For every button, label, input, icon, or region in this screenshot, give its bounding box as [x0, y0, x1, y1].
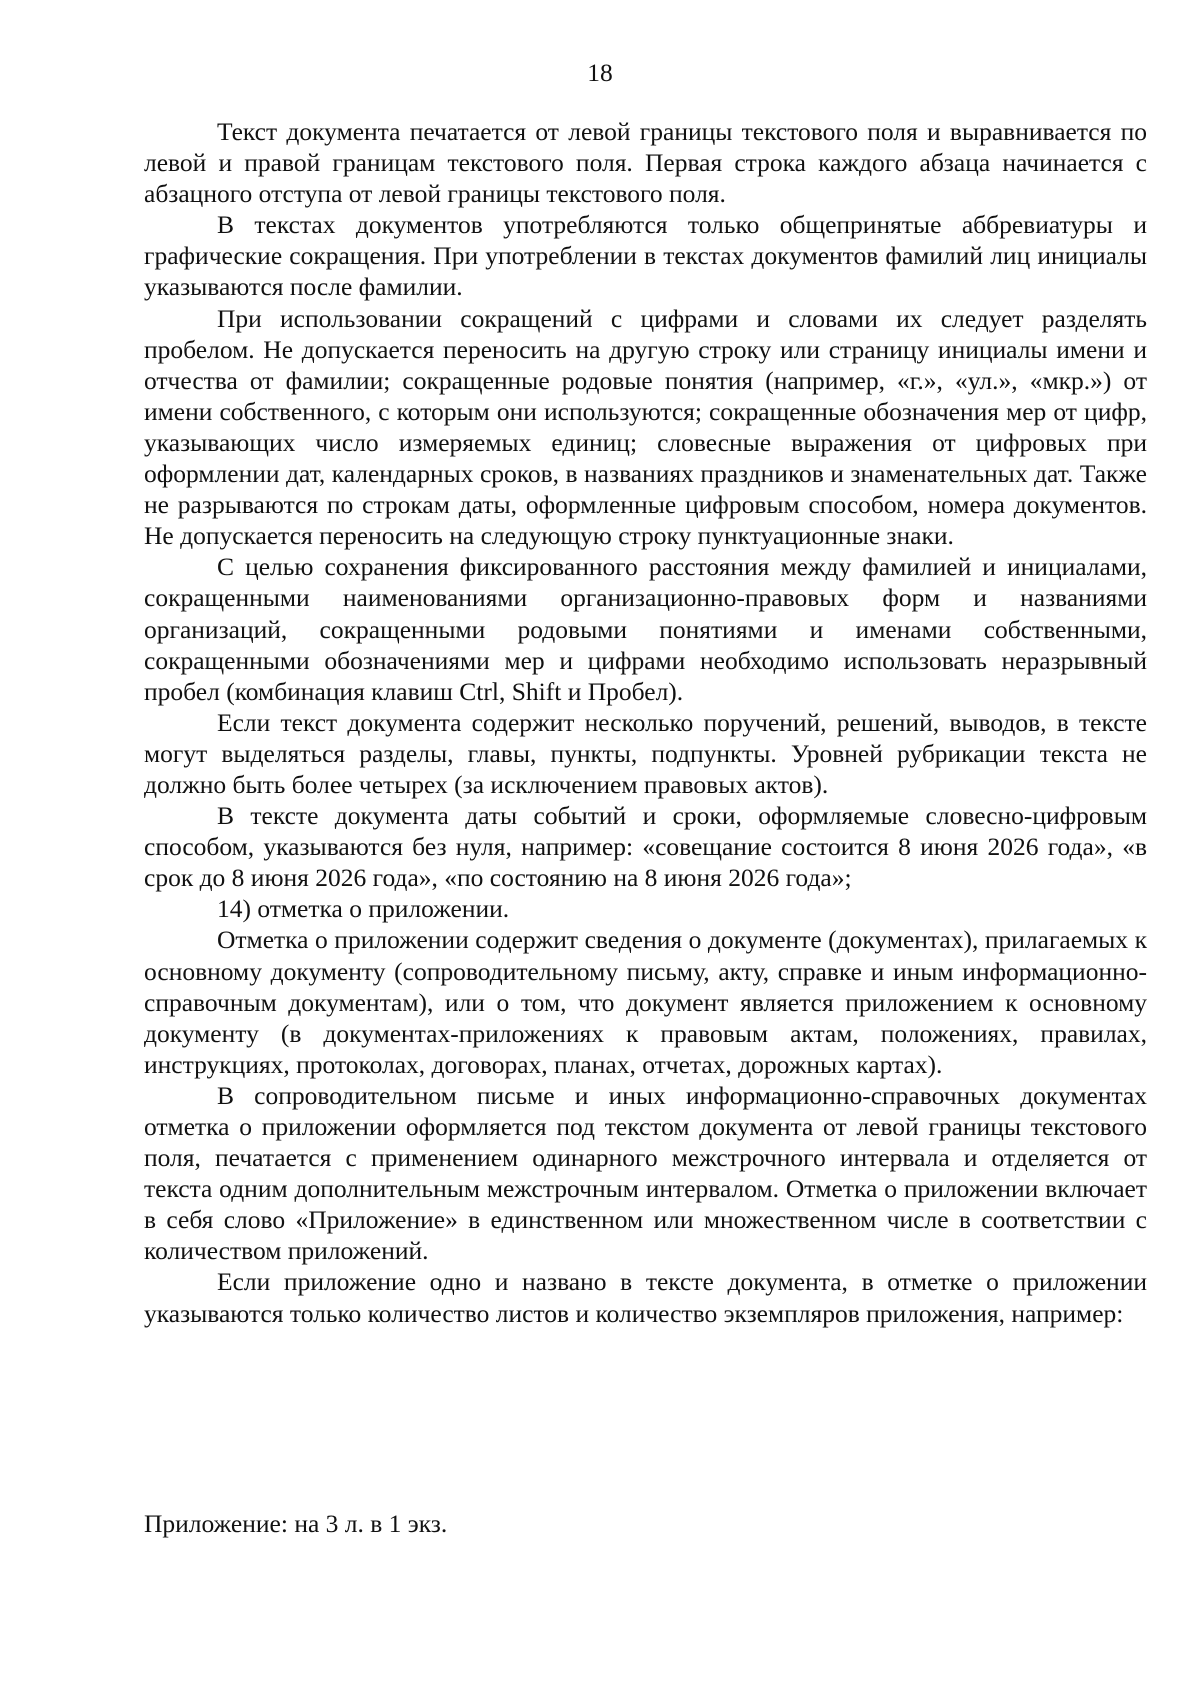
paragraph-item-14: 14) отметка о приложении.	[217, 894, 510, 924]
paragraph-attachment-format: В сопроводительном письме и иных информационно-справочных документах отметка о приложении оформляется под текстом документа от левой границы текстового поля, печатается с применением одинарного межстрочного интервала и отделяется от текста одним дополнительным межстрочным интервалом. Отметка о приложении включает в себя слово «Приложение» в единственном или множественном числе в соответствии с количеством приложений.	[144, 1080, 1147, 1266]
attachment-note-example: Приложение: на 3 л. в 1 экз.	[144, 1509, 448, 1538]
paragraph-attachment-contents: Отметка о приложении содержит сведения о документе (документах), прилагаемых к основному документу (сопроводительному письму, акту, справке и иным информационно-справочным документам), или о том, что документ является приложением к основному документу (в документах-приложениях к правовым актам, положениях, правилах, инструкциях, протоколах, договорах, планах, отчетах, дорожных картах).	[144, 925, 1147, 1079]
paragraph-nonbreaking-space: С целью сохранения фиксированного расстояния между фамилией и инициалами, сокращенными наименованиями организационно-правовых форм и названиями организаций, сокращенными родовыми понятиями и именами собственными, сокращенными обозначениями мер и цифрами необходимо использовать неразрывный пробел (комбинация клавиш Ctrl, Shift и Пробел).	[144, 552, 1147, 706]
paragraph-dates: В тексте документа даты событий и сроки, оформляемые словесно-цифровым способом, указываются без нуля, например: «совещание состоится 8 июня 2026 года», «в срок до 8 июня 2026 года», «по состоянию на 8 июня 2026 года»;	[144, 801, 1147, 893]
paragraph-abbreviations: В текстах документов употребляются только общепринятые аббревиатуры и графические сокращения. При употреблении в текстах документов фамилий лиц инициалы указываются после фамилии.	[144, 210, 1147, 302]
document-body	[144, 116, 1147, 1329]
paragraph-text-alignment: Текст документа печатается от левой границы текстового поля и выравнивается по левой и правой границам текстового поля. Первая строка каждого абзаца начинается с абзацного отступа от левой границы текстового поля.	[144, 117, 1147, 209]
paragraph-rubrication: Если текст документа содержит несколько поручений, решений, выводов, в тексте могут выделяться разделы, главы, пункты, подпункты. Уровней рубрикации текста не должно быть более четырех (за исключением правовых актов).	[144, 707, 1147, 799]
page-number: 18	[587, 58, 613, 87]
paragraph-line-breaks: При использовании сокращений с цифрами и словами их следует разделять пробелом. Не допускается переносить на другую строку или страницу инициалы имени и отчества от фамилии; сокращенные родовые понятия (например, «г.», «ул.», «мкр.») от имени собственного, с которым они используются; сокращенные обозначения мер от цифр, указывающих число измеряемых единиц; словесные выражения от цифровых при оформлении дат, календарных сроков, в названиях праздников и знаменательных дат. Также не разрываются по строкам даты, оформленные цифровым способом, номера документов. Не допускается переносить на следующую строку пунктуационные знаки.	[144, 303, 1147, 551]
paragraph-single-attachment: Если приложение одно и названо в тексте документа, в отметке о приложении указываются только количество листов и количество экземпляров приложения, например:	[144, 1267, 1147, 1328]
